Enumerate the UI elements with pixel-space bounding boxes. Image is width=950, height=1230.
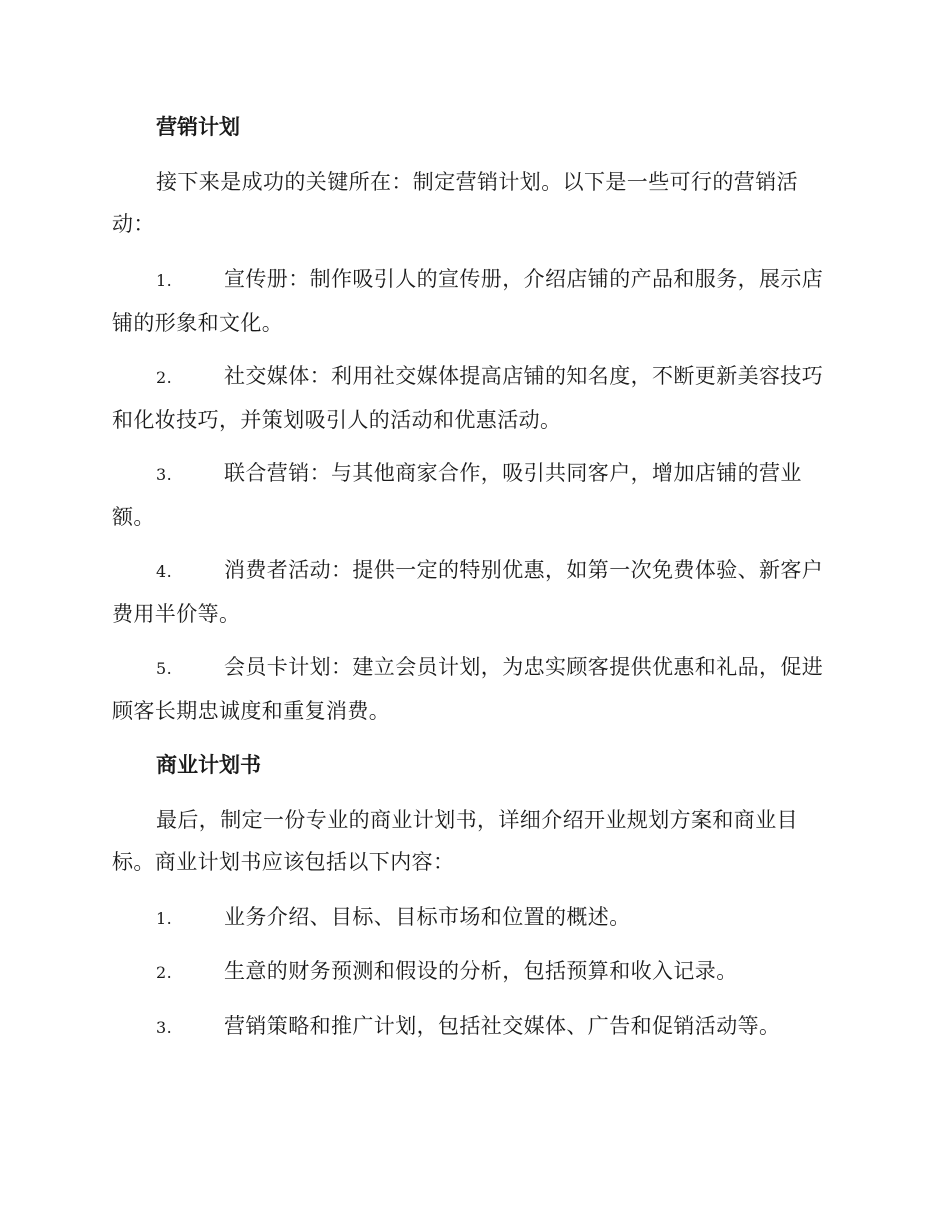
marketing-list-item (112, 258, 836, 344)
list-item-number: 4. (156, 562, 173, 581)
business-plan-list-item (112, 896, 836, 940)
marketing-list-item (112, 646, 836, 732)
marketing-list-item (112, 355, 836, 441)
list-item-text: 营销策略和推广计划，包括社交媒体、广告和促销活动等。 (224, 1014, 781, 1038)
marketing-intro-paragraph: 接下来是成功的关键所在：制定营销计划。以下是一些可行的营销活动： (112, 170, 798, 236)
section-heading-marketing-plan: 营销计划 (156, 115, 240, 139)
marketing-list-item (112, 452, 836, 538)
business-plan-list-item (112, 1005, 836, 1049)
list-item-text: 会员卡计划：建立会员计划，为忠实顾客提供优惠和礼品，促进顾客长期忠诚度和重复消费。 (112, 655, 824, 723)
list-item-number: 2. (156, 963, 173, 982)
list-item-number: 2. (156, 368, 173, 387)
list-item-number: 3. (156, 465, 173, 484)
business-plan-list-item (112, 950, 836, 994)
list-item-number: 5. (156, 659, 173, 678)
list-item-number: 1. (156, 909, 173, 928)
marketing-list-item (112, 549, 836, 635)
list-item-number: 1. (156, 271, 173, 290)
section-heading-business-plan: 商业计划书 (156, 753, 261, 777)
list-item-text: 宣传册：制作吸引人的宣传册，介绍店铺的产品和服务，展示店铺的形象和文化。 (112, 267, 824, 335)
list-item-text: 消费者活动：提供一定的特别优惠，如第一次免费体验、新客户费用半价等。 (112, 558, 824, 626)
list-item-text: 业务介绍、目标、目标市场和位置的概述。 (224, 905, 631, 929)
list-item-text: 生意的财务预测和假设的分析，包括预算和收入记录。 (224, 959, 738, 983)
business-plan-intro-paragraph: 最后，制定一份专业的商业计划书，详细介绍开业规划方案和商业目标。商业计划书应该包括以下内容： (112, 808, 798, 874)
list-item-number: 3. (156, 1018, 173, 1037)
list-item-text: 社交媒体：利用社交媒体提高店铺的知名度，不断更新美容技巧和化妆技巧，并策划吸引人的活动和优惠活动。 (112, 364, 824, 432)
list-item-text: 联合营销：与其他商家合作，吸引共同客户，增加店铺的营业额。 (112, 461, 802, 529)
